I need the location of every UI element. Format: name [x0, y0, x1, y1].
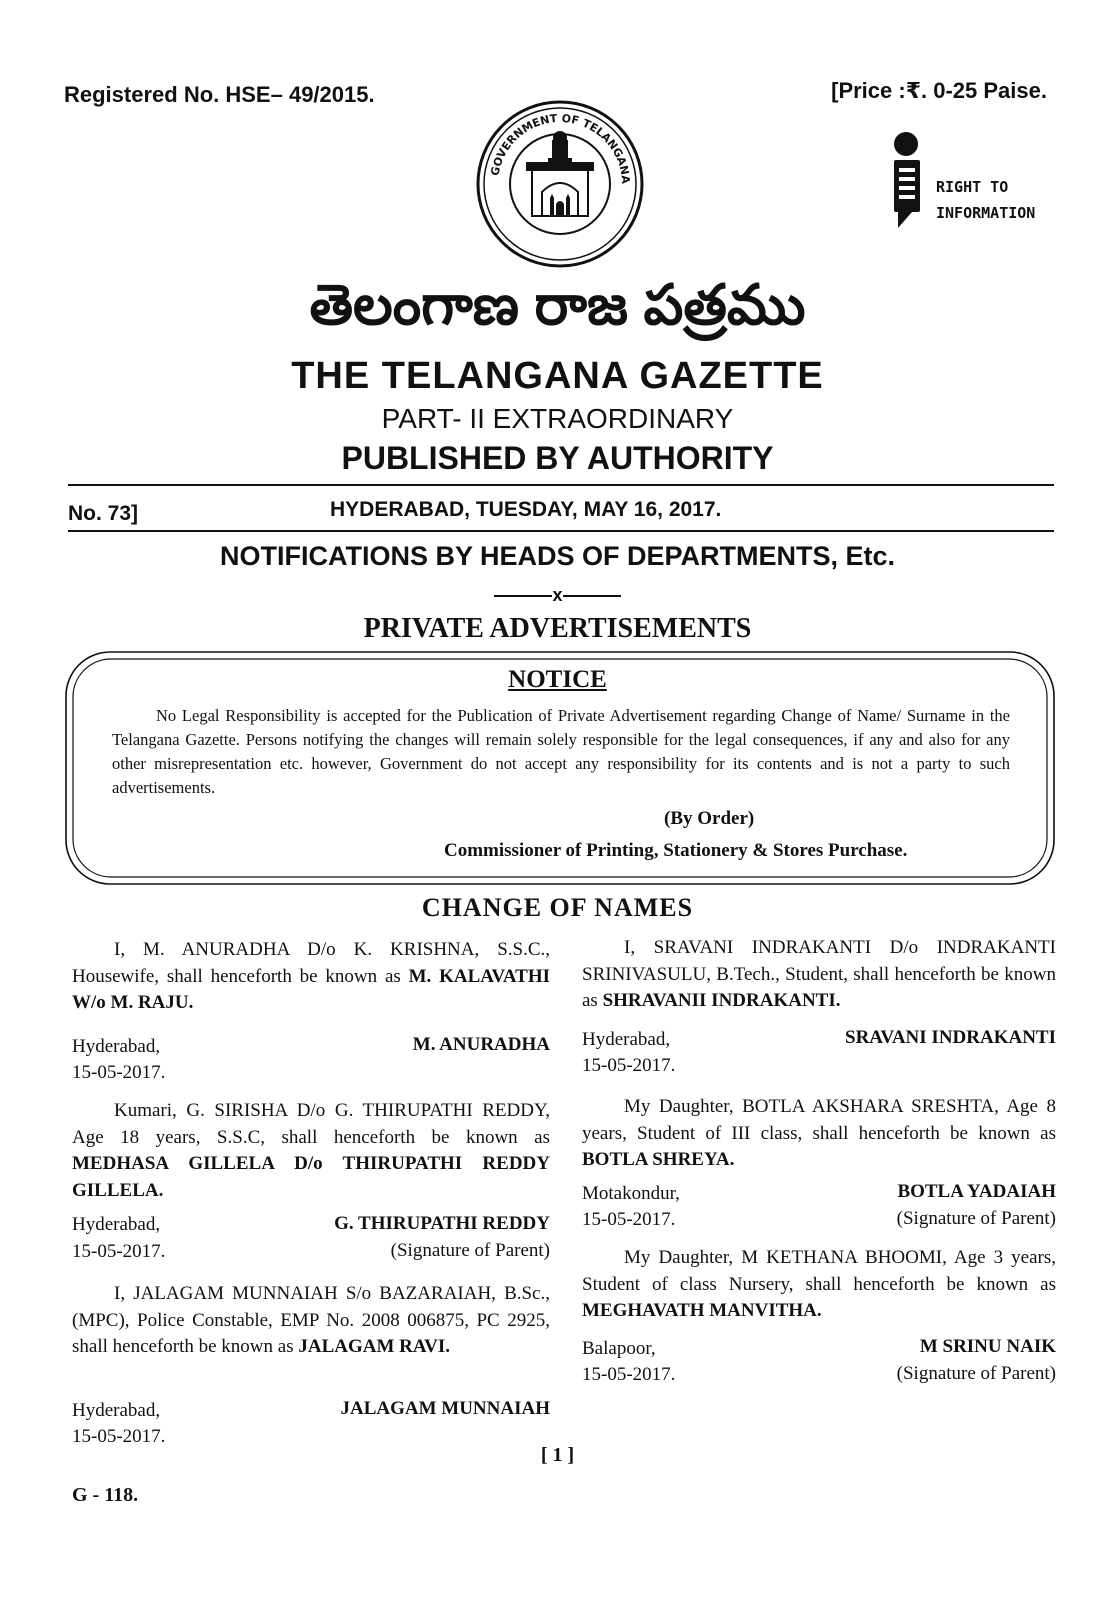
entry-signature-note: (Signature of Parent) — [390, 1240, 550, 1261]
published-by-authority: PUBLISHED BY AUTHORITY — [341, 440, 774, 476]
entry-signature: SRAVANI INDRAKANTI — [845, 1027, 1056, 1048]
issue-date: HYDERABAD, TUESDAY, MAY 16, 2017. — [330, 498, 722, 521]
entry-signature: JALAGAM MUNNAIAH — [340, 1398, 550, 1419]
divider — [68, 530, 1054, 532]
gazette-title: THE TELANGANA GAZETTE — [291, 355, 824, 397]
entry-place: Hyderabad, — [582, 1029, 671, 1050]
entry-date: 15-05-2017. — [582, 1209, 676, 1230]
entry-place: Hyderabad, — [72, 1036, 161, 1057]
telugu-title: తెలంగాణ రాజ పత్రము — [309, 273, 806, 336]
entry-place: Hyderabad, — [72, 1400, 161, 1421]
registered-number: Registered No. HSE– 49/2015. — [64, 82, 375, 107]
entry-signature: G. THIRUPATHI REDDY — [334, 1213, 550, 1234]
notice-title: NOTICE — [508, 666, 607, 693]
emblem-ring-text: GOVERNMENT OF TELANGANA — [488, 111, 633, 185]
notice-signatory: Commissioner of Printing, Stationery & Stores Purchase. — [444, 840, 908, 861]
entry-signature: BOTLA YADAIAH — [897, 1181, 1056, 1202]
notice-body: No Legal Responsibility is accepted for the Publication of Private Advertisement regarding Change of Name/ Surname in the Telangana Gazette. Persons notifying the changes will remain solely responsible for the legal consequences, if any and also for any other misrepresentation etc. however, Government do not accept any responsibility for its contents and is not a party to such advertisements. — [112, 706, 1010, 797]
entry-date: 15-05-2017. — [582, 1055, 676, 1076]
list-item: I, JALAGAM MUNNAIAH S/o BAZARAIAH, B.Sc., (MPC), Police Constable, EMP No. 2008 006875, PC 2925, shall henceforth be known as JALAGAM RAVI. — [72, 1283, 550, 1357]
entry-place: Balapoor, — [582, 1338, 656, 1359]
entry-place: Motakondur, — [582, 1183, 680, 1204]
entry-signature: M SRINU NAIK — [919, 1336, 1056, 1357]
price-label: [Price :₹. 0-25 Paise. — [831, 78, 1047, 103]
change-of-names-heading: CHANGE OF NAMES — [421, 893, 694, 922]
page-number: [ 1 ] — [540, 1444, 575, 1466]
private-advertisements-heading: PRIVATE ADVERTISEMENTS — [363, 613, 752, 644]
entry-signature: M. ANURADHA — [412, 1034, 550, 1055]
entry-signature-note: (Signature of Parent) — [896, 1208, 1056, 1229]
part-label: PART- II EXTRAORDINARY — [381, 403, 734, 434]
government-emblem-icon — [476, 100, 644, 268]
list-item: I, SRAVANI INDRAKANTI D/o INDRAKANTI SRINIVASULU, B.Tech., Student, shall henceforth be known as SHRAVANII INDRAKANTI. — [582, 937, 1056, 1011]
entry-date: 15-05-2017. — [582, 1364, 676, 1385]
list-item: My Daughter, M KETHANA BHOOMI, Age 3 years, Student of class Nursery, shall henceforth be known as MEGHAVATH MANVITHA. — [582, 1247, 1056, 1321]
entry-date: 15-05-2017. — [72, 1426, 166, 1447]
rti-line-2: INFORMATION — [936, 204, 1036, 222]
entry-signature-note: (Signature of Parent) — [896, 1363, 1056, 1384]
entry-date: 15-05-2017. — [72, 1062, 166, 1083]
issue-number: No. 73] — [68, 502, 139, 525]
section-heading: NOTIFICATIONS BY HEADS OF DEPARTMENTS, Etc. — [219, 541, 896, 571]
divider — [68, 484, 1054, 486]
gazette-code: G - 118. — [72, 1484, 139, 1506]
list-item: Kumari, G. SIRISHA D/o G. THIRUPATHI REDDY, Age 18 years, S.S.C, shall henceforth be known as MEDHASA GILLELA D/o THIRUPATHI REDDY GILLELA. — [72, 1100, 550, 1201]
by-order: (By Order) — [664, 808, 755, 829]
entry-date: 15-05-2017. — [72, 1241, 166, 1262]
rti-line-1: RIGHT TO — [936, 178, 1009, 196]
list-item: I, M. ANURADHA D/o K. KRISHNA, S.S.C., Housewife, shall henceforth be known as M. KALAVATHI W/o M. RAJU. — [72, 939, 550, 1013]
separator: x — [0, 585, 1115, 606]
entry-place: Hyderabad, — [72, 1214, 161, 1235]
rti-label — [936, 174, 1035, 226]
list-item: My Daughter, BOTLA AKSHARA SRESHTA, Age 8 years, Student of III class, shall henceforth be known as BOTLA SHREYA. — [582, 1096, 1056, 1170]
